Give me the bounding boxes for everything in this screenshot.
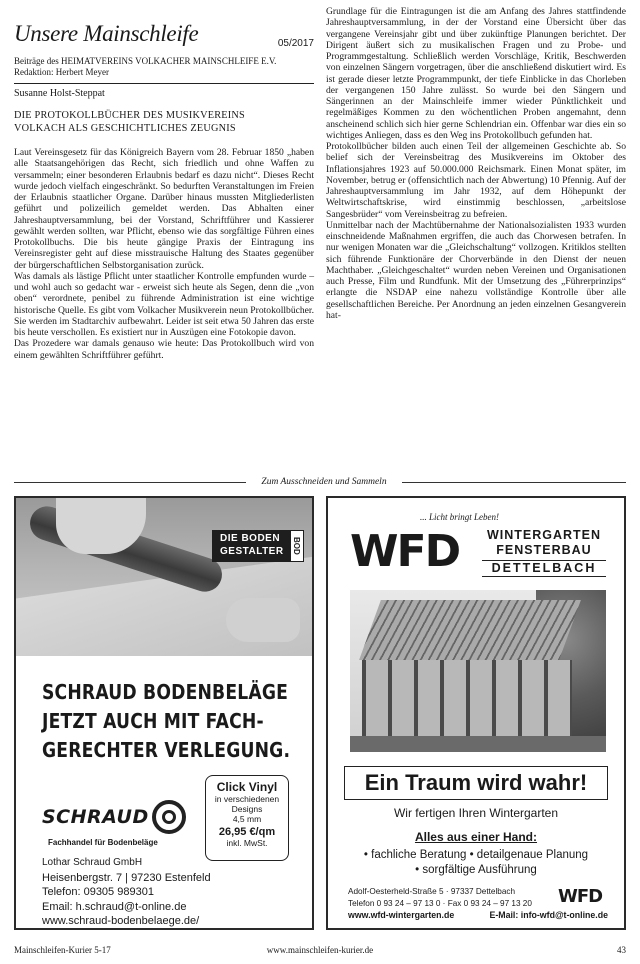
ad-wfd[interactable] — [326, 496, 626, 930]
company-email[interactable]: Email: h.schraud@t-online.de — [42, 900, 187, 913]
footer-publication: Mainschleifen-Kurier 5-17 — [14, 945, 111, 955]
paragraph: Das Prozedere war damals genauso wie heute: Das Protokollbuch wird von einem gewählten Schriftführer geführt. — [14, 338, 314, 361]
wfd-website[interactable]: www.wfd-wintergarten.de — [348, 910, 455, 920]
headline-line-1: DIE PROTOKOLLBÜCHER DES MUSIKVEREINS — [14, 110, 245, 121]
article-column-left — [14, 0, 314, 361]
wfd-services — [328, 848, 624, 878]
masthead-rule — [14, 83, 314, 84]
schraud-tagline: Fachhandel für Bodenbeläge — [48, 838, 158, 847]
wintergarden-photo — [350, 590, 606, 752]
masthead-line-2: Redaktion: Herbert Meyer — [14, 67, 109, 77]
company-phone: Telefon: 09305 989301 — [42, 886, 154, 898]
badge-side: BOD — [290, 530, 304, 562]
masthead — [14, 0, 314, 56]
click-vinyl-offer — [205, 775, 289, 861]
cut-rule-left — [14, 482, 246, 483]
wfd-street: Adolf-Oesterheld-Straße 5 · 97337 Dettelbach — [348, 887, 516, 896]
masthead-line-1: Beiträge des HEIMATVEREINS VOLKACHER MAINSCHLEIFE E.V. — [14, 56, 277, 66]
wfd-slogan: ... Licht bringt Leben! — [420, 512, 499, 522]
headline-line: JETZT AUCH MIT FACH- — [42, 709, 264, 733]
headline-line: GERECHTER VERLEGUNG. — [42, 738, 291, 762]
company-address: Heisenbergstr. 7 | 97230 Estenfeld — [42, 871, 211, 884]
wfd-email[interactable]: E-Mail: info-wfd@t-online.de — [489, 910, 608, 920]
vinyl-line: Designs — [231, 804, 263, 814]
ad-schraud[interactable] — [14, 496, 314, 930]
wfd-mini-logo: WFD — [558, 886, 603, 907]
badge-line-1: DIE BODEN — [220, 533, 281, 544]
article-column-right — [326, 6, 626, 321]
wfd-phone: Telefon 0 93 24 – 97 13 0 · Fax 0 93 24 – 97 13 20 — [348, 899, 532, 908]
vinyl-title: Click Vinyl — [216, 780, 278, 794]
wfd-subline: Wir fertigen Ihren Wintergarten — [393, 806, 559, 820]
cut-rule-right — [402, 482, 626, 483]
wfd-address — [348, 886, 532, 910]
wfd-web-line — [348, 910, 608, 920]
paragraph: Laut Vereinsgesetz für das Königreich Bayern vom 28. Februar 1850 „haben alle Staatsangehörigen das Recht, sich friedlich und ohne Waffen zu versammeln; einer besonderen Erlaubnis bedarf es dazu nicht“. Dieses Recht wurde jedoch vielfach eingeschränkt. So bedurften Veranstaltungen im Freien der Erlaubnis staatlicher Organe. Darüber hinaus mussten Mitgliederlisten geführt und polizeilich gemeldet werden. Das Abhalten einer Jahreshauptversammlung, bei der Vorstand, Schriftführer und Kassierer gewählt werden sollten, war Pflicht, ebenso wie das sorgfältige Führen eines Protokollbuchs. Die bis heute gängige Praxis der Eintragung ins Vereinsregister geht auf diese misstrauische Haltung des Staates gegenüber der bürgerschaftlichen Selbstorganisation zurück. — [14, 147, 314, 271]
schraud-headline — [42, 678, 290, 765]
wfd-name-line: WINTERGARTEN — [486, 528, 602, 542]
wfd-alles-aus-einer-hand: Alles aus einer Hand: — [414, 830, 538, 844]
vinyl-line: 4,5 mm — [232, 814, 262, 824]
schraud-contact — [42, 856, 211, 929]
vinyl-price: 26,95 €/qm — [218, 826, 276, 838]
photo-hand — [226, 598, 300, 642]
cut-line — [14, 476, 626, 488]
badge-line-2: GESTALTER — [220, 546, 284, 557]
wfd-logo-text: WFD — [350, 526, 460, 577]
issue-number: 05/2017 — [277, 38, 314, 49]
headline-line: SCHRAUD BODENBELÄGE — [42, 680, 289, 704]
wfd-headline: Ein Traum wird wahr! — [344, 766, 608, 800]
wfd-logo — [350, 526, 472, 577]
wfd-name-city: DETTELBACH — [482, 560, 606, 577]
company-website[interactable]: www.schraud-bodenbelaege.de/ — [42, 915, 200, 927]
wfd-name-line: FENSTERBAU — [496, 543, 592, 557]
schraud-logo — [42, 800, 192, 848]
paragraph: Was damals als lästige Pflicht unter staatlicher Kontrolle empfunden wurde – und wohl auch so gedacht war - erweist sich heute als Segen, denn die „von oben“ verordnete, penibel zu führende Administration ist eine wichtige historische Quelle. Es gibt vom Volkacher Musikverein neun Protokollbücher. Sie werden im Stadtarchiv aufbewahrt. Leider ist seit etwa 50 Jahren das erste bis heute verschollen. Es existiert nur in Auszügen eine Fotokopie davon. — [14, 270, 314, 338]
vinyl-line: in verschiedenen — [214, 794, 280, 804]
schraud-logo-word: SCHRAUD — [42, 806, 149, 828]
wfd-service-line: • fachliche Beratung • detailgenaue Planung — [363, 849, 589, 861]
article-headline — [14, 110, 314, 135]
schraud-emblem-icon — [152, 800, 186, 834]
headline-line-2: VOLKACH ALS GESCHICHTLICHES ZEUGNIS — [14, 122, 236, 134]
wfd-service-line: • sorgfältige Ausführung — [415, 864, 537, 876]
photo-grass — [350, 736, 606, 752]
paragraph: Protokollbücher bilden auch einen Teil der allgemeinen Geschichte ab. So belief sich der Vereinsbeitrag des Musikvereins im Oktober des Inflationsjahres 1923 auf 50.000.000 Reichsmark. Einen Monat später, im November, betrug er (offensichtlich nach der Abwertung) 10 Pfennig. Auf der Jahreshauptversammlung im Jahr 1932, auf dem Höhepunkt der Weltwirtschaftskrise, wird einstimmig beschlossen, „arbeitslose Sangesbrüder“ vom Vereinsbeitrag zu befreien. — [326, 141, 626, 220]
vinyl-tax: inkl. MwSt. — [226, 838, 268, 848]
boden-gestalter-badge — [212, 530, 304, 562]
photo-glass-front — [362, 660, 572, 740]
paragraph: Grundlage für die Eintragungen ist die am Anfang des Jahres stattfindende Jahreshauptversammlung, in der der Vorstand eine Übersicht über das vergangene Vereinsjahr gibt und über zukünftige Planungen berichtet. Der Dirigent äußert sich zu musikalischen Fragen und zu Probe- und Programmgestaltung. Schließlich werden Vorschläge, Kritik, Beschwerden von einzelnen Sängern vorgetragen, über die anschließend diskutiert wird. Es ist gerade dieser letzte Programmpunkt, der tiefe Einblicke in das Chorleben der vergangenen 150 Jahre zulässt. So wurde bei den Sängern und Sängerinnen an der Mainschleife immer wieder Pünktlichkeit und regelmäßiges Kommen zu den wöchentlichen Proben angemahnt, denn anscheinend schlich sich hier gerne Schlendrian ein. Offenbar war dies ein so wichtiges Anliegen, dass es den Weg ins Protokollbuch gefunden hat. — [326, 6, 626, 141]
photo-roof — [359, 600, 581, 660]
article-author: Susanne Holst-Steppat — [14, 88, 105, 99]
company-name: Lothar Schraud GmbH — [42, 857, 143, 868]
cut-line-text: Zum Ausschneiden und Sammeln — [261, 477, 387, 487]
masthead-title: Unsere Mainschleife — [14, 21, 199, 46]
paragraph: Unmittelbar nach der Machtübernahme der Nationalsozialisten 1933 wurden einschneidende Maßnahmen ergriffen, die auch das Chorwesen betrafen. In nur wenigen Monaten war die „Gleichschaltung“ vollzogen. Kritiklos stellten sich führende Funktionäre der Chorverbände in den Dienst der neuen Machthaber. „Gleichgeschaltet“ wurden neben Vereinen und Organisationen auch Presse, Film und Rundfunk. Mit der Umsetzung des „Führerprinzips“ erlangte die NSDAP eine nahezu vollständige Kontrolle über alle gesellschaftlichen Bereiche. Per Anordnung an jeden einzelnen Gesangverein hat- — [326, 219, 626, 321]
wfd-company-name — [482, 528, 606, 577]
page-number: 43 — [617, 945, 626, 955]
footer-website: www.mainschleifen-kurier.de — [266, 945, 374, 955]
flooring-photo — [16, 498, 312, 656]
